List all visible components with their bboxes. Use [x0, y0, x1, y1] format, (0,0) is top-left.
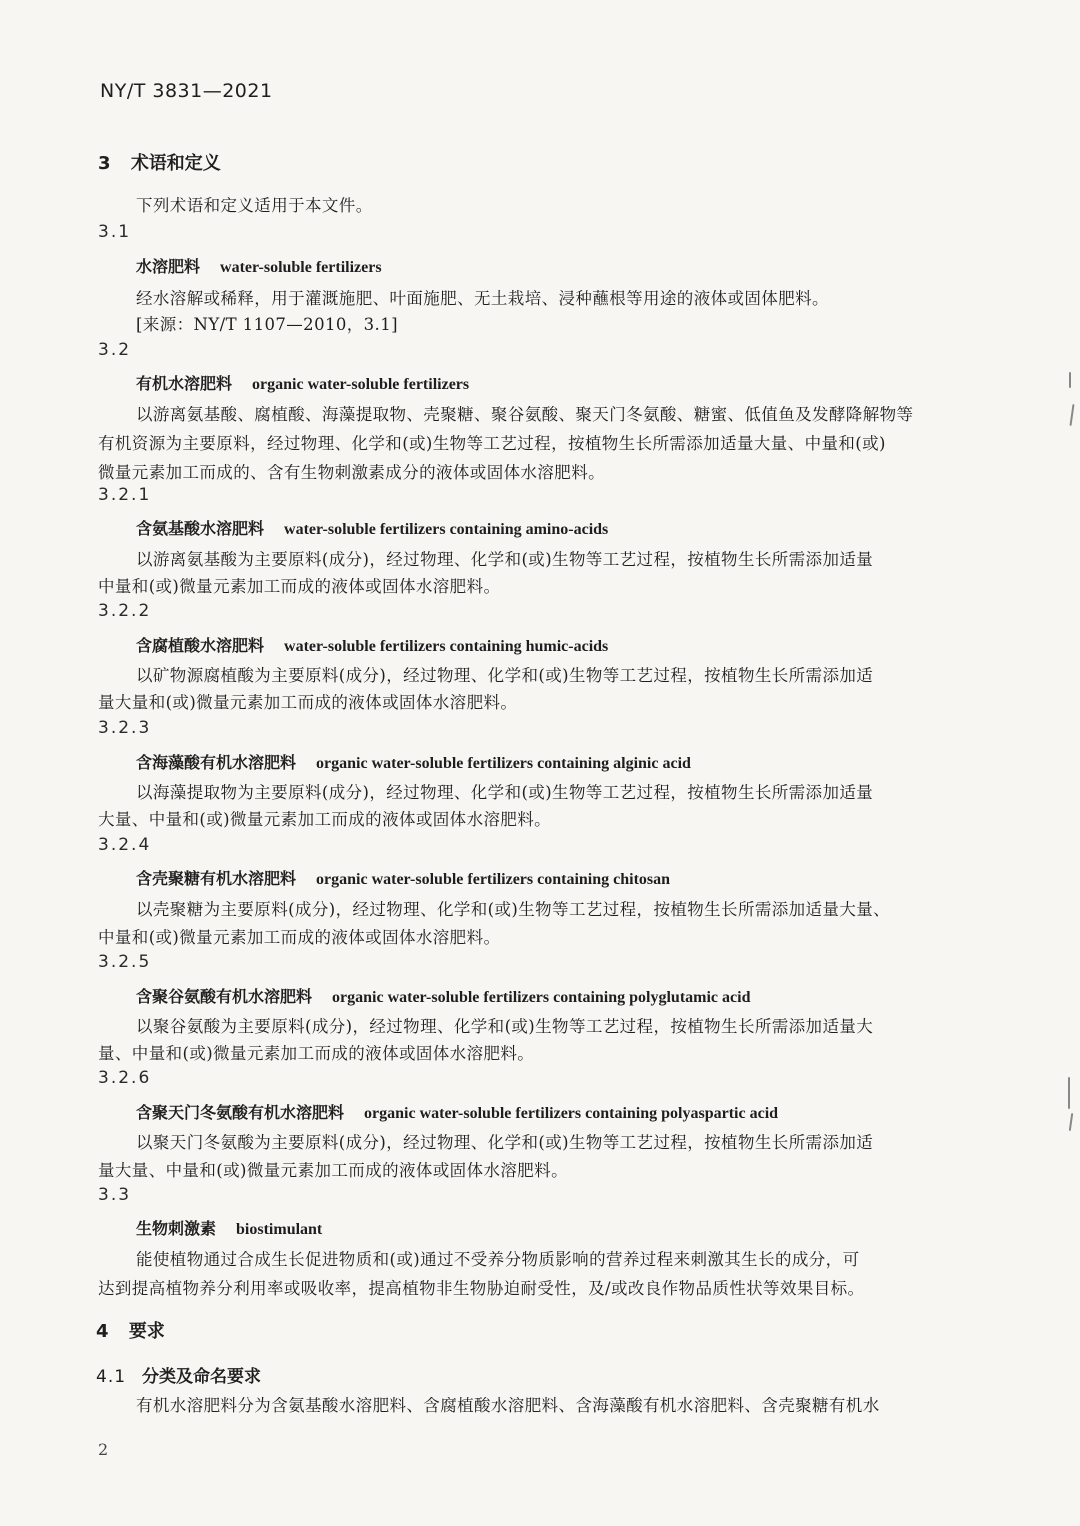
section-4-heading	[96, 1317, 165, 1343]
term-zh: 含氨基酸水溶肥料	[136, 519, 265, 538]
term-zh: 含腐植酸水溶肥料	[136, 636, 265, 655]
term-en: water-soluble fertilizers containing humic-acids	[284, 638, 609, 655]
term-heading	[136, 750, 691, 773]
section-intro: 下列术语和定义适用于本文件。	[136, 196, 373, 215]
term-number: 3.2.6	[98, 1068, 152, 1088]
term-heading	[136, 984, 750, 1007]
term-source: [来源：NY/T 1107—2010，3.1]	[136, 315, 398, 334]
term-zh: 含聚谷氨酸有机水溶肥料	[136, 987, 313, 1006]
paragraph-line: 有机水溶肥料分为含氨基酸水溶肥料、含腐植酸水溶肥料、含海藻酸有机水溶肥料、含壳聚糖有机水	[136, 1396, 880, 1415]
term-heading	[136, 254, 382, 277]
term-en: organic water-soluble fertilizers containing alginic acid	[316, 755, 691, 772]
scan-mark	[1069, 404, 1074, 426]
term-definition-line: 以聚天门冬氨酸为主要原料(成分)，经过物理、化学和(或)生物等工艺过程，按植物生长所需添加适	[136, 1133, 874, 1152]
term-en: water-soluble fertilizers	[220, 259, 382, 276]
term-definition-line: 微量元素加工而成的、含有生物刺激素成分的液体或固体水溶肥料。	[98, 463, 605, 482]
term-heading	[136, 371, 469, 394]
term-en: organic water-soluble fertilizers containing polyglutamic acid	[332, 989, 751, 1006]
page-number: 2	[98, 1440, 109, 1459]
term-heading	[136, 1216, 322, 1239]
term-en: organic water-soluble fertilizers	[252, 376, 470, 393]
scan-mark	[1068, 1077, 1070, 1109]
term-heading	[136, 1100, 778, 1123]
term-en: water-soluble fertilizers containing amino-acids	[284, 521, 609, 538]
section-title: 术语和定义	[130, 153, 221, 174]
term-definition-line: 经水溶解或稀释，用于灌溉施肥、叶面施肥、无土栽培、浸种蘸根等用途的液体或固体肥料。	[136, 289, 829, 308]
section-title: 要求	[128, 1321, 165, 1342]
term-number: 3.2	[98, 340, 132, 360]
term-zh: 生物刺激素	[136, 1219, 217, 1238]
term-en: organic water-soluble fertilizers containing chitosan	[316, 871, 671, 888]
term-definition-line: 量大量、中量和(或)微量元素加工而成的液体或固体水溶肥料。	[98, 1161, 568, 1180]
term-definition-line: 以游离氨基酸、腐植酸、海藻提取物、壳聚糖、聚谷氨酸、聚天门冬氨酸、糖蜜、低值鱼及发酵降解物等	[136, 405, 914, 424]
term-definition-line: 以聚谷氨酸为主要原料(成分)，经过物理、化学和(或)生物等工艺过程，按植物生长所需添加适量大	[136, 1017, 874, 1036]
section-number: 4	[96, 1321, 109, 1342]
term-zh: 含壳聚糖有机水溶肥料	[136, 869, 297, 888]
term-number: 3.2.2	[98, 601, 152, 621]
subsection-4-1-heading	[96, 1362, 261, 1387]
subsection-number: 4.1	[96, 1367, 127, 1387]
term-definition-line: 以矿物源腐植酸为主要原料(成分)，经过物理、化学和(或)生物等工艺过程，按植物生长所需添加适	[136, 666, 874, 685]
term-number: 3.2.5	[98, 952, 152, 972]
term-definition-line: 以海藻提取物为主要原料(成分)，经过物理、化学和(或)生物等工艺过程，按植物生长所需添加适量	[136, 783, 874, 802]
term-number: 3.2.4	[98, 835, 152, 855]
term-number: 3.2.3	[98, 718, 152, 738]
term-heading	[136, 866, 670, 889]
term-heading	[136, 633, 608, 656]
term-number: 3.3	[98, 1185, 132, 1205]
term-definition-line: 以游离氨基酸为主要原料(成分)，经过物理、化学和(或)生物等工艺过程，按植物生长所需添加适量	[136, 550, 874, 569]
term-definition-line: 能使植物通过合成生长促进物质和(或)通过不受养分物质影响的营养过程来刺激其生长的成分，可	[136, 1250, 860, 1269]
term-definition-line: 中量和(或)微量元素加工而成的液体或固体水溶肥料。	[98, 928, 501, 947]
term-heading	[136, 516, 608, 539]
subsection-title: 分类及命名要求	[141, 1367, 261, 1387]
term-definition-line: 中量和(或)微量元素加工而成的液体或固体水溶肥料。	[98, 577, 501, 596]
term-zh: 含海藻酸有机水溶肥料	[136, 753, 297, 772]
document-code: NY/T 3831—2021	[100, 80, 273, 102]
term-number: 3.1	[98, 222, 132, 242]
term-en: organic water-soluble fertilizers containing polyaspartic acid	[364, 1105, 779, 1122]
section-3-heading	[98, 149, 221, 175]
term-definition-line: 达到提高植物养分利用率或吸收率，提高植物非生物胁迫耐受性，及/或改良作物品质性状等效果目标。	[98, 1279, 865, 1298]
term-definition-line: 有机资源为主要原料，经过物理、化学和(或)生物等工艺过程，按植物生长所需添加适量大量、中量和(或)	[98, 434, 886, 453]
term-definition-line: 大量、中量和(或)微量元素加工而成的液体或固体水溶肥料。	[98, 810, 552, 829]
term-zh: 含聚天门冬氨酸有机水溶肥料	[136, 1103, 345, 1122]
section-number: 3	[98, 153, 111, 174]
scan-mark	[1069, 1113, 1073, 1131]
term-en: biostimulant	[236, 1221, 323, 1238]
term-definition-line: 量、中量和(或)微量元素加工而成的液体或固体水溶肥料。	[98, 1044, 535, 1063]
scan-mark	[1069, 372, 1071, 388]
term-definition-line: 以壳聚糖为主要原料(成分)，经过物理、化学和(或)生物等工艺过程，按植物生长所需添加适量大量、	[136, 900, 891, 919]
term-definition-line: 量大量和(或)微量元素加工而成的液体或固体水溶肥料。	[98, 693, 518, 712]
term-zh: 有机水溶肥料	[136, 374, 233, 393]
term-number: 3.2.1	[98, 485, 152, 505]
term-zh: 水溶肥料	[136, 257, 201, 276]
